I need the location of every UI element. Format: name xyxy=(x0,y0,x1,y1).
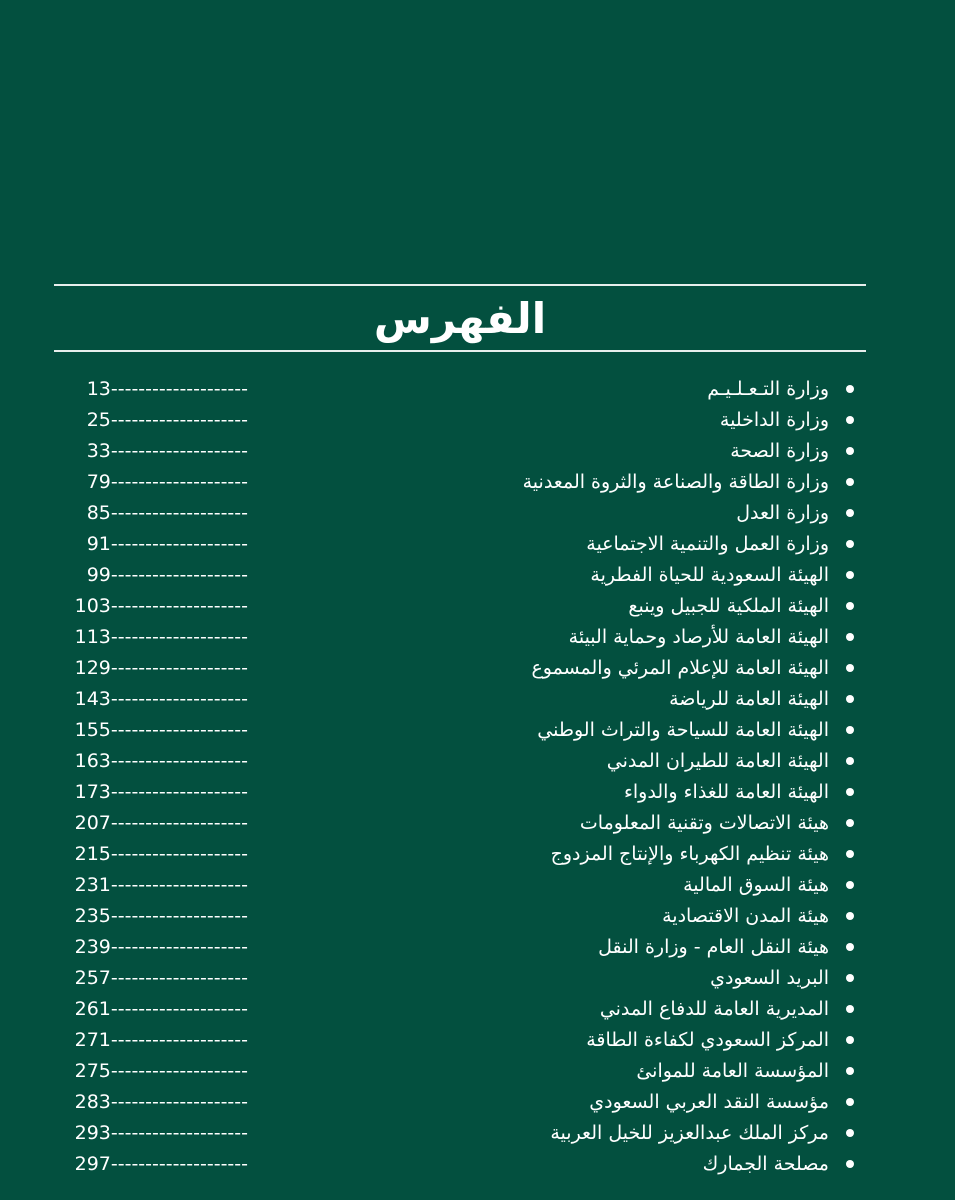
toc-entry[interactable] xyxy=(0,374,955,405)
toc-entry[interactable] xyxy=(0,467,955,498)
toc-entry-page: 85-------------------- xyxy=(86,502,248,524)
bullet-icon xyxy=(846,1160,854,1168)
toc-entry-label: هيئة المدن الاقتصادية xyxy=(662,905,829,927)
toc-entry[interactable] xyxy=(0,839,955,870)
toc-entry-page: 261-------------------- xyxy=(74,998,248,1020)
toc-entry-label: الهيئة العامة للسياحة والتراث الوطني xyxy=(537,719,829,741)
toc-entry[interactable] xyxy=(0,405,955,436)
bullet-icon xyxy=(846,571,854,579)
toc-entry-page: 129-------------------- xyxy=(74,657,248,679)
toc-entry[interactable] xyxy=(0,529,955,560)
toc-entry-page: 239-------------------- xyxy=(74,936,248,958)
bullet-icon xyxy=(846,943,854,951)
toc-entry-page: 113-------------------- xyxy=(74,626,248,648)
toc-entry[interactable] xyxy=(0,901,955,932)
toc-entry[interactable] xyxy=(0,684,955,715)
toc-entry[interactable] xyxy=(0,560,955,591)
bullet-icon xyxy=(846,447,854,455)
bullet-icon xyxy=(846,540,854,548)
toc-entry-label: هيئة تنظيم الكهرباء والإنتاج المزدوج xyxy=(550,843,829,865)
toc-entry-label: البريد السعودي xyxy=(710,967,829,989)
bullet-icon xyxy=(846,633,854,641)
toc-entry[interactable] xyxy=(0,591,955,622)
toc-entry-label: الهيئة العامة للغذاء والدواء xyxy=(623,781,829,803)
toc-entry-label: وزارة الداخلية xyxy=(719,409,829,431)
toc-entry-label: هيئة الاتصالات وتقنية المعلومات xyxy=(579,812,829,834)
toc-entry-page: 155-------------------- xyxy=(74,719,248,741)
toc-entry-page: 173-------------------- xyxy=(74,781,248,803)
toc-entry-label: وزارة الطاقة والصناعة والثروة المعدنية xyxy=(522,471,829,493)
toc-entry[interactable] xyxy=(0,436,955,467)
bullet-icon xyxy=(846,850,854,858)
toc-entry-page: 283-------------------- xyxy=(74,1091,248,1113)
bullet-icon xyxy=(846,1036,854,1044)
page-title: الفهرس xyxy=(373,293,547,343)
bullet-icon xyxy=(846,1129,854,1137)
toc-entry-label: المؤسسة العامة للموانئ xyxy=(636,1060,829,1082)
toc-entry-page: 103-------------------- xyxy=(74,595,248,617)
toc-entry[interactable] xyxy=(0,1056,955,1087)
toc-entry-page: 215-------------------- xyxy=(74,843,248,865)
bullet-icon xyxy=(846,881,854,889)
toc-entry-label: الهيئة العامة للأرصاد وحماية البيئة xyxy=(568,626,829,648)
toc-entry-page: 79-------------------- xyxy=(86,471,248,493)
toc-entry-page: 99-------------------- xyxy=(86,564,248,586)
bullet-icon xyxy=(846,819,854,827)
toc-entry-label: وزارة التـعـلـيـم xyxy=(707,378,829,400)
toc-entry-label: الهيئة العامة للرياضة xyxy=(669,688,829,710)
bullet-icon xyxy=(846,385,854,393)
toc-entry-label: هيئة السوق المالية xyxy=(683,874,829,896)
toc-entry[interactable] xyxy=(0,963,955,994)
toc-entry[interactable] xyxy=(0,622,955,653)
bullet-icon xyxy=(846,974,854,982)
toc-entry[interactable] xyxy=(0,746,955,777)
toc-entry-label: الهيئة الملكية للجبيل وينبع xyxy=(628,595,829,617)
toc-entry[interactable] xyxy=(0,808,955,839)
toc-entry-page: 231-------------------- xyxy=(74,874,248,896)
toc-entry[interactable] xyxy=(0,1118,955,1149)
toc-entry[interactable] xyxy=(0,653,955,684)
toc-entry-page: 235-------------------- xyxy=(74,905,248,927)
bullet-icon xyxy=(846,416,854,424)
toc-entry-page: 163-------------------- xyxy=(74,750,248,772)
toc-entry[interactable] xyxy=(0,777,955,808)
toc-entry-label: مؤسسة النقد العربي السعودي xyxy=(589,1091,829,1113)
toc-entry-label: الهيئة العامة للإعلام المرئي والمسموع xyxy=(531,657,829,679)
toc-entry-label: الهيئة العامة للطيران المدني xyxy=(606,750,829,772)
toc-entry-page: 297-------------------- xyxy=(74,1153,248,1175)
toc-entry[interactable] xyxy=(0,994,955,1025)
bullet-icon xyxy=(846,695,854,703)
toc-entry[interactable] xyxy=(0,932,955,963)
bullet-icon xyxy=(846,912,854,920)
toc-entry-label: الهيئة السعودية للحياة الفطرية xyxy=(590,564,829,586)
toc-entry-page: 293-------------------- xyxy=(74,1122,248,1144)
toc-entry-page: 271-------------------- xyxy=(74,1029,248,1051)
toc-entry[interactable] xyxy=(0,1149,955,1180)
bullet-icon xyxy=(846,726,854,734)
bullet-icon xyxy=(846,1067,854,1075)
bullet-icon xyxy=(846,602,854,610)
toc-entry-page: 143-------------------- xyxy=(74,688,248,710)
toc-entry-page: 33-------------------- xyxy=(86,440,248,462)
toc-entry-page: 25-------------------- xyxy=(86,409,248,431)
toc-entry[interactable] xyxy=(0,498,955,529)
bullet-icon xyxy=(846,788,854,796)
bullet-icon xyxy=(846,1098,854,1106)
bullet-icon xyxy=(846,757,854,765)
toc-entry[interactable] xyxy=(0,715,955,746)
toc-entry-label: وزارة الصحة xyxy=(730,440,829,462)
toc-entry-page: 13-------------------- xyxy=(86,378,248,400)
title-bottom-rule xyxy=(54,350,866,352)
toc-entry-label: مركز الملك عبدالعزيز للخيل العربية xyxy=(550,1122,829,1144)
toc-entry-label: مصلحة الجمارك xyxy=(702,1153,829,1175)
toc-entry-label: المديرية العامة للدفاع المدني xyxy=(599,998,829,1020)
bullet-icon xyxy=(846,664,854,672)
toc-entry-label: وزارة العمل والتنمية الاجتماعية xyxy=(586,533,829,555)
toc-entry[interactable] xyxy=(0,1025,955,1056)
toc-entry-page: 91-------------------- xyxy=(86,533,248,555)
bullet-icon xyxy=(846,478,854,486)
toc-entry-page: 275-------------------- xyxy=(74,1060,248,1082)
toc-entry-label: المركز السعودي لكفاءة الطاقة xyxy=(586,1029,829,1051)
table-of-contents xyxy=(0,374,955,1180)
bullet-icon xyxy=(846,509,854,517)
toc-entry-page: 257-------------------- xyxy=(74,967,248,989)
toc-entry[interactable] xyxy=(0,1087,955,1118)
toc-entry[interactable] xyxy=(0,870,955,901)
bullet-icon xyxy=(846,1005,854,1013)
toc-entry-page: 207-------------------- xyxy=(74,812,248,834)
toc-entry-label: هيئة النقل العام - وزارة النقل xyxy=(598,936,829,958)
toc-entry-label: وزارة العدل xyxy=(736,502,829,524)
